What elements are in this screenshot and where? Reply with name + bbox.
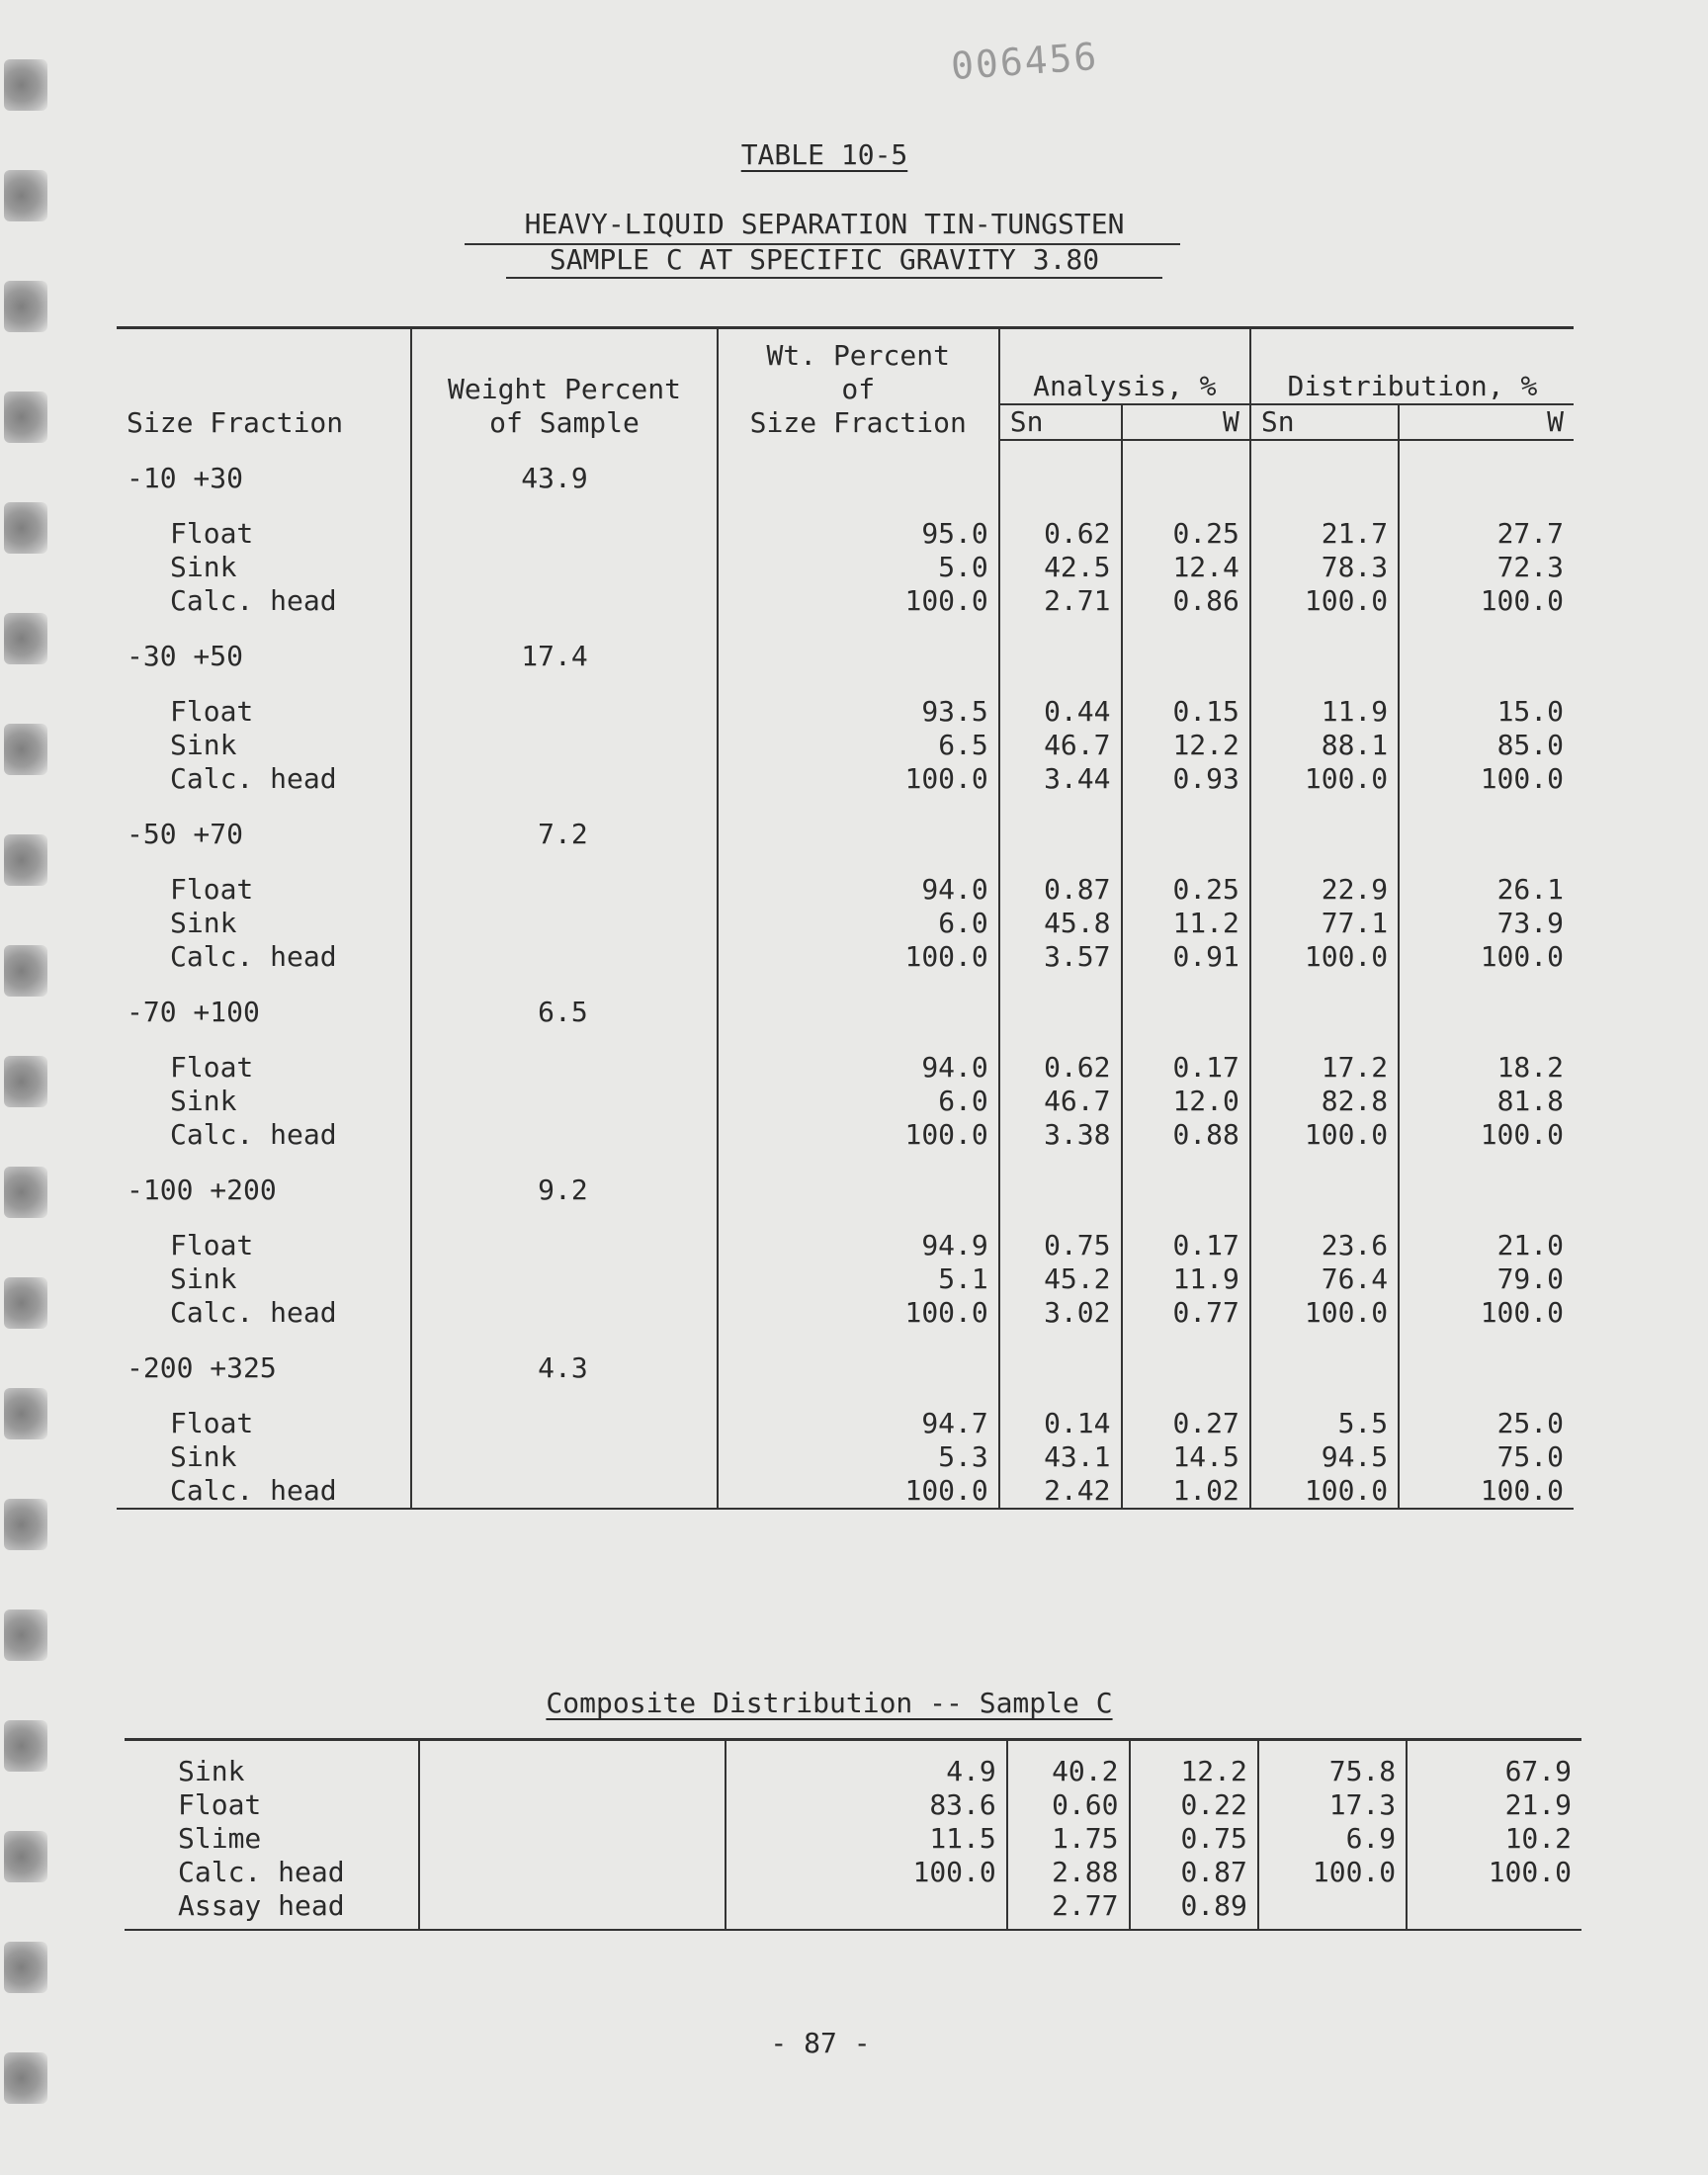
binding-hole [4, 1942, 47, 1993]
binding-hole [4, 613, 47, 664]
composite-analysis-w: 12.2 [1130, 1740, 1258, 1789]
empty-cell [411, 873, 717, 907]
analysis-w-value: 0.17 [1122, 1051, 1250, 1085]
wt-percent-value: 6.5 [718, 729, 999, 762]
product-label: Float [170, 1407, 254, 1439]
distribution-w-value: 25.0 [1399, 1407, 1574, 1440]
analysis-w-value: 0.17 [1122, 1229, 1250, 1262]
binding-hole [4, 945, 47, 997]
empty-cell [411, 729, 717, 762]
analysis-sn-value: 46.7 [999, 1085, 1122, 1118]
table-row [117, 1051, 1574, 1085]
empty-cell [411, 1085, 717, 1118]
document-stamp-number: 006456 [949, 34, 1100, 89]
analysis-sn-value: 2.71 [999, 584, 1122, 618]
composite-distribution-sn: 6.9 [1258, 1822, 1407, 1856]
wt-percent-value: 6.0 [718, 907, 999, 940]
analysis-sn-value: 3.02 [999, 1296, 1122, 1330]
analysis-sn-value: 2.42 [999, 1474, 1122, 1509]
table-row [117, 1440, 1574, 1474]
composite-analysis-sn: 40.2 [1007, 1740, 1130, 1789]
product-label: Sink [170, 1440, 237, 1473]
empty-cell [411, 584, 717, 618]
empty-cell [1250, 1152, 1399, 1229]
product-label: Float [170, 517, 254, 550]
analysis-w-value: 0.25 [1122, 873, 1250, 907]
composite-analysis-sn: 0.60 [1007, 1788, 1130, 1822]
table-row [117, 1407, 1574, 1440]
table-row [117, 1118, 1574, 1152]
composite-product-label: Slime [178, 1822, 262, 1855]
empty-cell [999, 1330, 1122, 1407]
empty-cell [411, 1118, 717, 1152]
analysis-w-value: 0.91 [1122, 940, 1250, 974]
header-distribution-w: W [1399, 404, 1574, 440]
composite-row [125, 1740, 1581, 1789]
wt-percent-value: 6.0 [718, 1085, 999, 1118]
binding-hole [4, 1167, 47, 1218]
composite-distribution-sn [1258, 1889, 1407, 1930]
header-analysis-w: W [1122, 404, 1250, 440]
wt-percent-value: 5.0 [718, 551, 999, 584]
analysis-sn-value: 46.7 [999, 729, 1122, 762]
empty-cell [411, 1474, 717, 1509]
size-fraction-row [117, 1330, 1574, 1407]
empty-cell [411, 1262, 717, 1296]
size-fraction-row [117, 440, 1574, 517]
distribution-w-value: 85.0 [1399, 729, 1574, 762]
distribution-sn-value: 100.0 [1250, 1118, 1399, 1152]
weight-percent-value: 17.4 [411, 618, 717, 695]
analysis-sn-value: 3.44 [999, 762, 1122, 796]
composite-distribution-w: 10.2 [1407, 1822, 1581, 1856]
wt-percent-value: 100.0 [718, 1474, 999, 1509]
empty-cell [718, 618, 999, 695]
size-fraction-row [117, 1152, 1574, 1229]
composite-distribution-w: 100.0 [1407, 1856, 1581, 1889]
distribution-w-value: 100.0 [1399, 762, 1574, 796]
product-label: Calc. head [117, 1474, 411, 1509]
header-weight-percent [411, 328, 717, 441]
distribution-w-value: 27.7 [1399, 517, 1574, 551]
empty-cell [999, 974, 1122, 1051]
empty-cell [419, 1740, 725, 1789]
distribution-sn-value: 82.8 [1250, 1085, 1399, 1118]
analysis-w-value: 1.02 [1122, 1474, 1250, 1509]
empty-cell [1399, 618, 1574, 695]
composite-table [125, 1738, 1581, 1931]
distribution-sn-value: 11.9 [1250, 695, 1399, 729]
composite-row [125, 1788, 1581, 1822]
analysis-w-value: 0.93 [1122, 762, 1250, 796]
product-label: Calc. head [170, 1296, 337, 1329]
composite-row [125, 1856, 1581, 1889]
distribution-w-value: 75.0 [1399, 1440, 1574, 1474]
composite-analysis-w: 0.89 [1130, 1889, 1258, 1930]
analysis-sn-value: 45.8 [999, 907, 1122, 940]
product-label: Sink [170, 1085, 237, 1117]
wt-percent-value: 93.5 [718, 695, 999, 729]
composite-analysis-sn: 2.88 [1007, 1856, 1130, 1889]
composite-product-label: Sink [125, 1740, 419, 1789]
analysis-w-value: 12.4 [1122, 551, 1250, 584]
analysis-sn-value: 3.38 [999, 1118, 1122, 1152]
spiral-binding [0, 59, 51, 2155]
empty-cell [419, 1889, 725, 1930]
distribution-sn-value: 100.0 [1250, 940, 1399, 974]
composite-analysis-w: 0.22 [1130, 1788, 1258, 1822]
analysis-sn-value: 0.14 [999, 1407, 1122, 1440]
distribution-sn-value: 5.5 [1250, 1407, 1399, 1440]
composite-analysis-sn: 2.77 [1007, 1889, 1130, 1930]
analysis-sn-value: 0.44 [999, 695, 1122, 729]
empty-cell [411, 1407, 717, 1440]
table-row [117, 551, 1574, 584]
composite-distribution-w: 67.9 [1407, 1740, 1581, 1789]
empty-cell [411, 1440, 717, 1474]
empty-cell [1122, 440, 1250, 517]
empty-cell [411, 551, 717, 584]
distribution-sn-value: 76.4 [1250, 1262, 1399, 1296]
analysis-sn-value: 3.57 [999, 940, 1122, 974]
weight-percent-value: 7.2 [411, 796, 717, 873]
header-distribution-sn: Sn [1250, 404, 1399, 440]
distribution-sn-value: 22.9 [1250, 873, 1399, 907]
binding-hole [4, 281, 47, 332]
size-fraction-label: -30 +50 [127, 640, 244, 672]
table-row [117, 873, 1574, 907]
distribution-w-value: 79.0 [1399, 1262, 1574, 1296]
weight-percent-value: 4.3 [411, 1330, 717, 1407]
weight-percent-value: 9.2 [411, 1152, 717, 1229]
header-analysis: Analysis, % [999, 328, 1250, 404]
binding-hole [4, 59, 47, 111]
binding-hole [4, 1056, 47, 1107]
empty-cell [718, 974, 999, 1051]
empty-cell [411, 1229, 717, 1262]
empty-cell [411, 695, 717, 729]
wt-percent-value: 94.0 [718, 873, 999, 907]
product-label: Sink [170, 551, 237, 583]
product-label: Calc. head [170, 940, 337, 973]
distribution-w-value: 100.0 [1399, 1474, 1574, 1509]
empty-cell [1250, 440, 1399, 517]
distribution-sn-value: 78.3 [1250, 551, 1399, 584]
analysis-w-value: 11.9 [1122, 1262, 1250, 1296]
table-row [117, 729, 1574, 762]
empty-cell [718, 1330, 999, 1407]
product-label: Float [170, 1229, 254, 1262]
analysis-sn-value: 0.62 [999, 1051, 1122, 1085]
composite-distribution-sn: 75.8 [1258, 1740, 1407, 1789]
distribution-sn-value: 100.0 [1250, 1296, 1399, 1330]
analysis-sn-value: 43.1 [999, 1440, 1122, 1474]
analysis-w-value: 0.86 [1122, 584, 1250, 618]
size-fraction-label: -10 +30 [127, 462, 244, 494]
empty-cell [1122, 796, 1250, 873]
binding-hole [4, 392, 47, 443]
table-row [117, 1229, 1574, 1262]
product-label: Sink [170, 907, 237, 939]
wt-percent-value: 100.0 [718, 762, 999, 796]
empty-cell [411, 762, 717, 796]
distribution-sn-value: 21.7 [1250, 517, 1399, 551]
distribution-sn-value: 100.0 [1250, 762, 1399, 796]
binding-hole [4, 502, 47, 554]
size-fraction-row [117, 974, 1574, 1051]
distribution-sn-value: 100.0 [1250, 584, 1399, 618]
analysis-sn-value: 0.75 [999, 1229, 1122, 1262]
analysis-w-value: 11.2 [1122, 907, 1250, 940]
wt-percent-value: 95.0 [718, 517, 999, 551]
table-row [117, 1296, 1574, 1330]
distribution-w-value: 100.0 [1399, 1118, 1574, 1152]
empty-cell [1122, 974, 1250, 1051]
empty-cell [1399, 796, 1574, 873]
binding-hole [4, 1831, 47, 1882]
empty-cell [1122, 1152, 1250, 1229]
wt-percent-value: 100.0 [718, 584, 999, 618]
binding-hole [4, 1277, 47, 1329]
table-row [117, 1262, 1574, 1296]
size-fraction-row [117, 618, 1574, 695]
header-wt-percent-line3: Size Fraction [749, 406, 967, 439]
analysis-sn-value: 45.2 [999, 1262, 1122, 1296]
binding-hole [4, 1388, 47, 1439]
table-row [117, 762, 1574, 796]
table-row [117, 584, 1574, 618]
table-title-line2: SAMPLE C AT SPECIFIC GRAVITY 3.80 [549, 243, 1100, 276]
analysis-w-value: 12.0 [1122, 1085, 1250, 1118]
analysis-w-value: 0.77 [1122, 1296, 1250, 1330]
table-row [117, 1474, 1574, 1509]
wt-percent-value: 100.0 [718, 940, 999, 974]
empty-cell [419, 1856, 725, 1889]
size-fraction-label: -50 +70 [127, 818, 244, 850]
size-fraction-label: -100 +200 [127, 1174, 277, 1206]
wt-percent-value: 5.1 [718, 1262, 999, 1296]
binding-hole [4, 1610, 47, 1661]
product-label: Sink [170, 729, 237, 761]
distribution-sn-value: 77.1 [1250, 907, 1399, 940]
composite-analysis-sn: 1.75 [1007, 1822, 1130, 1856]
empty-cell [718, 1152, 999, 1229]
title-underline-2 [506, 277, 1162, 279]
size-fraction-label: -200 +325 [127, 1351, 277, 1384]
composite-row [125, 1822, 1581, 1856]
table-body [117, 440, 1574, 1509]
distribution-w-value: 72.3 [1399, 551, 1574, 584]
distribution-sn-value: 88.1 [1250, 729, 1399, 762]
distribution-sn-value: 100.0 [1250, 1474, 1399, 1509]
wt-percent-value: 94.9 [718, 1229, 999, 1262]
distribution-w-value: 73.9 [1399, 907, 1574, 940]
wt-percent-value: 100.0 [718, 1296, 999, 1330]
product-label: Calc. head [170, 762, 337, 795]
wt-percent-value: 100.0 [718, 1118, 999, 1152]
composite-distribution-sn: 17.3 [1258, 1788, 1407, 1822]
empty-cell [419, 1822, 725, 1856]
composite-product-label: Float [178, 1788, 262, 1821]
analysis-sn-value: 42.5 [999, 551, 1122, 584]
empty-cell [411, 907, 717, 940]
weight-percent-value: 6.5 [411, 974, 717, 1051]
table-row [117, 695, 1574, 729]
distribution-w-value: 18.2 [1399, 1051, 1574, 1085]
composite-product-label: Assay head [125, 1889, 419, 1930]
composite-wt-value: 4.9 [726, 1740, 1007, 1789]
empty-cell [718, 440, 999, 517]
empty-cell [718, 796, 999, 873]
composite-wt-value [726, 1889, 1007, 1930]
weight-percent-value: 43.9 [411, 440, 717, 517]
wt-percent-value: 94.0 [718, 1051, 999, 1085]
empty-cell [1399, 440, 1574, 517]
empty-cell [999, 440, 1122, 517]
analysis-w-value: 0.88 [1122, 1118, 1250, 1152]
distribution-w-value: 26.1 [1399, 873, 1574, 907]
analysis-w-value: 12.2 [1122, 729, 1250, 762]
empty-cell [1250, 618, 1399, 695]
product-label: Calc. head [170, 1118, 337, 1151]
analysis-sn-value: 0.87 [999, 873, 1122, 907]
empty-cell [1122, 1330, 1250, 1407]
empty-cell [1250, 974, 1399, 1051]
composite-table-body [125, 1740, 1581, 1931]
table-row [117, 907, 1574, 940]
distribution-sn-value: 23.6 [1250, 1229, 1399, 1262]
binding-hole [4, 2052, 47, 2104]
product-label: Calc. head [170, 584, 337, 617]
empty-cell [411, 517, 717, 551]
analysis-w-value: 0.15 [1122, 695, 1250, 729]
empty-cell [1399, 1330, 1574, 1407]
distribution-w-value: 15.0 [1399, 695, 1574, 729]
empty-cell [411, 1051, 717, 1085]
product-label: Float [170, 1051, 254, 1084]
table-row [117, 940, 1574, 974]
composite-title: Composite Distribution -- Sample C [546, 1687, 1113, 1719]
header-weight-percent-line2: of Sample [489, 406, 640, 439]
distribution-w-value: 21.0 [1399, 1229, 1574, 1262]
empty-cell [411, 1296, 717, 1330]
analysis-w-value: 0.25 [1122, 517, 1250, 551]
empty-cell [419, 1788, 725, 1822]
analysis-sn-value: 0.62 [999, 517, 1122, 551]
header-distribution: Distribution, % [1250, 328, 1574, 404]
header-weight-percent-line1: Weight Percent [448, 373, 682, 405]
binding-hole [4, 1499, 47, 1550]
analysis-w-value: 0.27 [1122, 1407, 1250, 1440]
composite-analysis-w: 0.87 [1130, 1856, 1258, 1889]
size-fraction-label: -70 +100 [127, 996, 260, 1028]
wt-percent-value: 94.7 [718, 1407, 999, 1440]
composite-wt-value: 11.5 [726, 1822, 1007, 1856]
composite-product-label: Calc. head [178, 1856, 345, 1888]
distribution-w-value: 100.0 [1399, 1296, 1574, 1330]
empty-cell [411, 940, 717, 974]
distribution-w-value: 100.0 [1399, 584, 1574, 618]
empty-cell [999, 1152, 1122, 1229]
distribution-w-value: 81.8 [1399, 1085, 1574, 1118]
composite-analysis-w: 0.75 [1130, 1822, 1258, 1856]
binding-hole [4, 724, 47, 775]
wt-percent-value: 5.3 [718, 1440, 999, 1474]
binding-hole [4, 1720, 47, 1772]
table-number: TABLE 10-5 [740, 138, 908, 171]
product-label: Float [170, 695, 254, 728]
empty-cell [1122, 618, 1250, 695]
empty-cell [1250, 1330, 1399, 1407]
empty-cell [1250, 796, 1399, 873]
composite-wt-value: 100.0 [726, 1856, 1007, 1889]
header-analysis-sn: Sn [999, 404, 1122, 440]
product-label: Sink [170, 1262, 237, 1295]
table-header-row-1 [117, 328, 1574, 404]
table-row [117, 1085, 1574, 1118]
distribution-w-value: 100.0 [1399, 940, 1574, 974]
table-row [117, 517, 1574, 551]
page-number: - 87 - [770, 2027, 871, 2059]
empty-cell [999, 618, 1122, 695]
binding-hole [4, 834, 47, 886]
composite-distribution-sn: 100.0 [1258, 1856, 1407, 1889]
empty-cell [1399, 974, 1574, 1051]
header-wt-percent-line1: Wt. Percent [766, 339, 950, 372]
composite-distribution-w [1407, 1889, 1581, 1930]
separation-table [117, 326, 1574, 1510]
composite-distribution-w: 21.9 [1407, 1788, 1581, 1822]
composite-wt-value: 83.6 [726, 1788, 1007, 1822]
distribution-sn-value: 94.5 [1250, 1440, 1399, 1474]
product-label: Float [170, 873, 254, 906]
header-wt-percent-line2: of [841, 373, 876, 405]
empty-cell [999, 796, 1122, 873]
size-fraction-row [117, 796, 1574, 873]
distribution-sn-value: 17.2 [1250, 1051, 1399, 1085]
header-size-fraction: Size Fraction [127, 406, 344, 439]
header-wt-percent [718, 328, 999, 441]
empty-cell [1399, 1152, 1574, 1229]
analysis-w-value: 14.5 [1122, 1440, 1250, 1474]
table-title-line1: HEAVY-LIQUID SEPARATION TIN-TUNGSTEN [524, 208, 1125, 240]
composite-row [125, 1889, 1581, 1930]
